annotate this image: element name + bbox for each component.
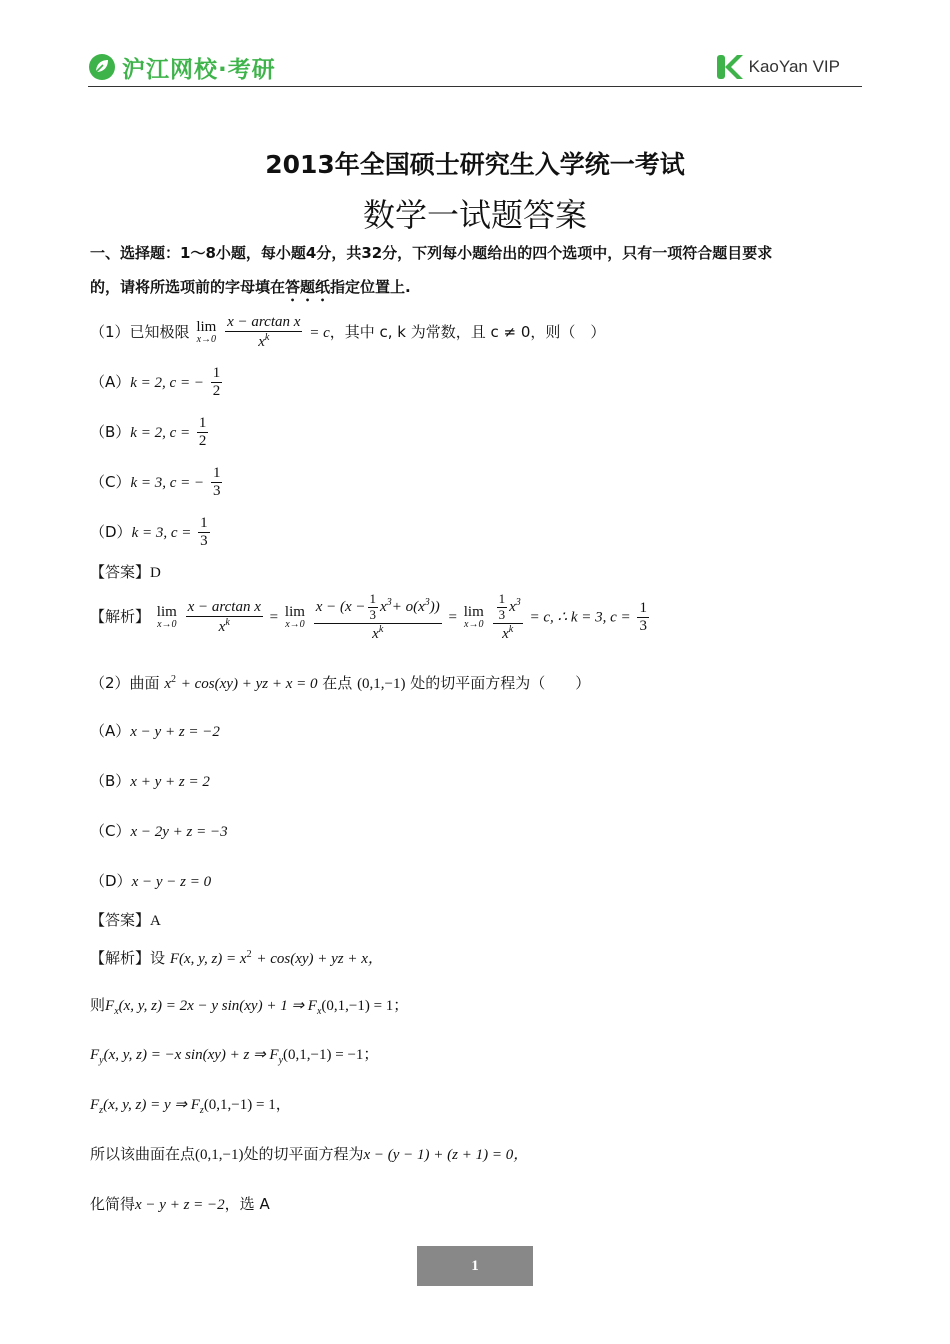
kaoyan-vip-logo[interactable] (715, 50, 840, 84)
vip-text: KaoYan VIP (748, 57, 840, 76)
q2-analysis-fx: 则$F_x(x$, y, z) = 2x − y sin(xy) + 1 ⇒ $F_x(0,1,-1) = 1$； (90, 996, 409, 1017)
exam-title: 2013年全国硕士研究生入学统一考试 (265, 150, 685, 179)
leaf-logo-icon (88, 53, 116, 81)
q1-option-d: （D）k = 3, c = $\frac{1}{3}$ (90, 515, 208, 550)
section-intro-line1: 一、选择题：1～8小题，每小题4分，共32分，下列每小题给出的四个选项中，只有一项符合题目要求 (90, 244, 773, 262)
section-intro-line2: 的，请将所选项前的字母填在答题纸指定位置上. (90, 278, 411, 296)
q2-option-c: （C）x − 2y + z = −3 (90, 822, 228, 840)
q2-option-d: （D）x − y − z = 0 (90, 872, 212, 890)
q1-stem: （1）已知极限 lim x→0 $\frac{\text{x − arctan x}}{x^k}$ = c，其中 c, k 为常数，且 c ≠ 0，则（ ） (90, 314, 606, 351)
q2-option-b: （B）x + y + z = 2 (90, 772, 210, 790)
hujiang-logo[interactable] (88, 50, 276, 84)
q2-stem: （2）曲面 $x^2 + \cos(xy)$ + yz + x = 0 在点 (0,1,−1) 处的切平面方程为（ ） (90, 674, 591, 692)
q1-answer: 【答案】D (90, 563, 161, 581)
emphasis-answer-sheet: 答题纸 (285, 278, 331, 296)
q2-conclusion: 所以该曲面在点(0,1,−1)处的切平面方程为x − (y − 1) + (z + 1) = 0， (90, 1145, 529, 1163)
q2-analysis-fy: $F_y(x$, y, z) = −x sin(xy) + z ⇒ $F_y(0,1,-1) = -1$； (90, 1047, 379, 1066)
k-logo-icon (715, 52, 745, 82)
q2-option-a: （A）x − y + z = −2 (90, 722, 220, 740)
q1-option-b: （B）k = 2, c = $\frac{1}{2}$ (90, 415, 207, 450)
q2-answer: 【答案】A (90, 911, 161, 929)
q2-analysis-intro: 【解析】设 F(x, y, $z) = x^2 + \cos(xy)$ + yz + x， (90, 949, 383, 967)
page-number: 1 (417, 1246, 533, 1286)
header-divider (88, 86, 862, 87)
q1-analysis: 【解析】 lim x→0 $\frac{\text{x − arctan x}}{x^k}$ = lim x→0 x − (x − $\frac{1}{3}$ $x^3+ o(x^3)$) $x^k$ = lim x→0 $\frac{1}{3}$ $x^3$ $x^k$ = c, ∴ k = 3, c = $\frac{1}{3}$ (90, 591, 647, 642)
q1-option-a: （A）k = 2, c = − $\frac{1}{2}$ (90, 365, 221, 400)
logo-text: 沪江网校·考研 (122, 56, 276, 83)
q1-option-c: （C）k = 3, c = − $\frac{1}{3}$ (90, 465, 221, 500)
q2-simplify: 化简得x − y + z = −2，选 A (90, 1195, 270, 1213)
exam-subtitle: 数学一试题答案 (362, 196, 587, 234)
q2-analysis-fz: $F_z(x$, y, z) = y ⇒ $F_z(0,1,-1) = 1$， (90, 1097, 291, 1116)
